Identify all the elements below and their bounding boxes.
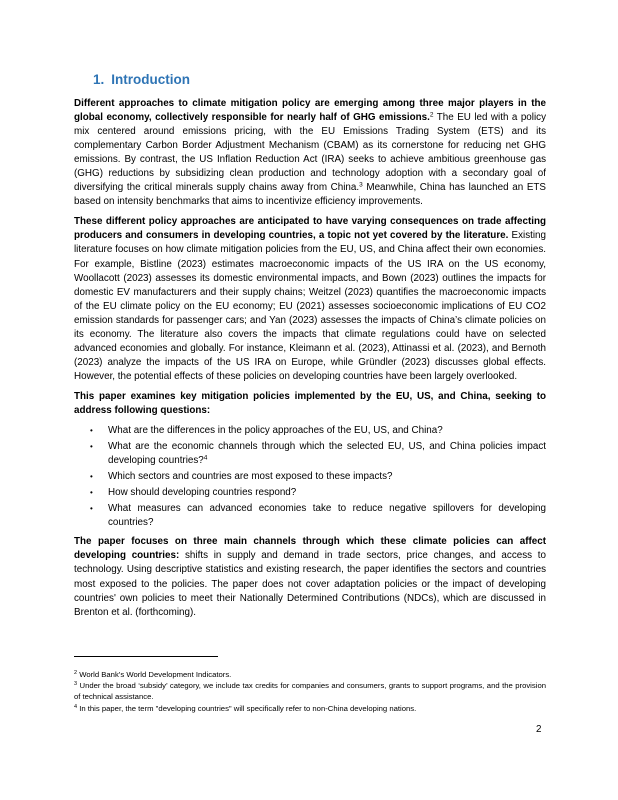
section-heading	[93, 72, 190, 87]
page-number: 2	[536, 724, 542, 735]
list-item-text: How should developing countries respond?	[108, 487, 297, 499]
footnote-text: In this paper, the term "developing countries" will specifically refer to non-China developing nations.	[77, 703, 417, 713]
question-list	[74, 424, 546, 530]
bullet-icon: •	[90, 472, 93, 482]
bullet-icon: •	[90, 488, 93, 498]
body-text	[74, 97, 546, 626]
list-item	[74, 502, 546, 530]
footnote-number: 2	[74, 670, 78, 676]
footnote-text: Under the broad ‘subsidy’ category, we include tax credits for companies and consumers, grants to support programs, and the provision of technical assistance.	[74, 681, 546, 702]
paragraph-lead: Different approaches to climate mitigation policy are emerging among three major players in the global economy, collectively responsible for nearly half of GHG emissions.	[74, 98, 546, 124]
paragraph-lead: These different policy approaches are anticipated to have varying consequences on trade affecting producers and consumers in developing countries, a topic not yet covered by the literature.	[74, 216, 546, 242]
list-item-text: What are the economic channels through which the selected EU, US, and China policies impact developing countries?	[108, 441, 546, 467]
footnote-text: World Bank’s World Development Indicators.	[77, 670, 232, 679]
paragraph-lead: The paper focuses on three main channels through which these climate policies can affect developing countries:	[74, 536, 546, 562]
paragraph-text: The EU led with a policy mix centered around emissions pricing, with the EU Emissions Trading System (ETS) and its complementary Carbon Border Adjustment Mechanism (CBAM) as its cornerstone for reducing net GHG emissions. By contrast, the US Inflation Reduction Act (IRA) seeks to achieve ambitious greenhouse gas (GHG) reductions by subsidizing clean production and technology adoption with a secondary goal of diversifying the critical minerals supply chains away from China.	[74, 112, 546, 194]
footnotes	[74, 669, 546, 714]
list-item-text: What are the differences in the policy approaches of the EU, US, and China?	[108, 425, 443, 437]
paragraph-policy-approaches	[74, 97, 546, 209]
paragraph-questions-intro	[74, 390, 546, 418]
bullet-icon: •	[90, 504, 93, 514]
list-item-text: What measures can advanced economies take to reduce negative spillovers for developing countries?	[108, 503, 546, 529]
footnote	[74, 669, 546, 680]
paragraph-channels	[74, 535, 546, 619]
footnote-ref[interactable]: 2	[429, 111, 434, 119]
paragraph-literature	[74, 215, 546, 384]
bullet-icon: •	[90, 426, 93, 436]
section-number: 1.	[93, 72, 105, 87]
footnote-number: 3	[74, 681, 78, 688]
list-item	[74, 440, 546, 468]
footnote	[74, 703, 546, 714]
footnote-separator	[74, 656, 218, 657]
footnote-ref[interactable]: 4	[203, 454, 208, 462]
paragraph-text: Existing literature focuses on how climate mitigation policies from the EU, US, and China affect their own economies. For example, Bistline (2023) estimates macroeconomic impacts of the US IRA on the US economy, Woollacott (2023) assesses its domestic environmental impacts, and Bown (2023) outlines the impacts for domestic EV manufacturers and their supply chains; Weitzel (2023) quantifies the macroeconomic impacts of the EU climate policy on the EU economy; EU (2021) assesses socioeconomic implications of EU CO2 emission standards for passenger cars; and Yan (2023) assesses the impacts of China’s climate policies on its economy. The literature also covers the impacts that climate regulations could have on selected advanced economies and globally. For instance, Kleimann et al. (2023), Attinassi et al. (2023), and Bernoth (2023) analyze the impacts of the US IRA on Europe, while Gründler (2023) discusses global effects. However, the potential effects of these policies on developing countries have been largely overlooked.	[74, 230, 547, 382]
bullet-icon: •	[90, 442, 93, 452]
list-item	[74, 470, 546, 484]
footnote	[74, 680, 546, 702]
section-title: Introduction	[111, 72, 190, 87]
footnote-ref[interactable]: 3	[359, 181, 363, 189]
list-item	[74, 424, 546, 438]
list-item	[74, 486, 546, 500]
paragraph-lead: This paper examines key mitigation policies implemented by the EU, US, and China, seeking to address following questions:	[74, 390, 546, 416]
paragraph-text: Meanwhile, China has launched an ETS based on intensity benchmarks that aims to incentivize efficiency improvements.	[74, 182, 546, 208]
footnote-number: 4	[74, 703, 78, 710]
paragraph-text: shifts in supply and demand in trade sectors, price changes, and access to technology. Using descriptive statistics and existing research, the paper identifies the sectors and countries most exposed to the policies. The paper does not cover adaptation policies or the impact of developing countries' own policies to meet their Nationally Determined Contributions (NDCs), which are discussed in Brenton et al. (forthcoming).	[74, 550, 546, 618]
list-item-text: Which sectors and countries are most exposed to these impacts?	[108, 471, 393, 483]
